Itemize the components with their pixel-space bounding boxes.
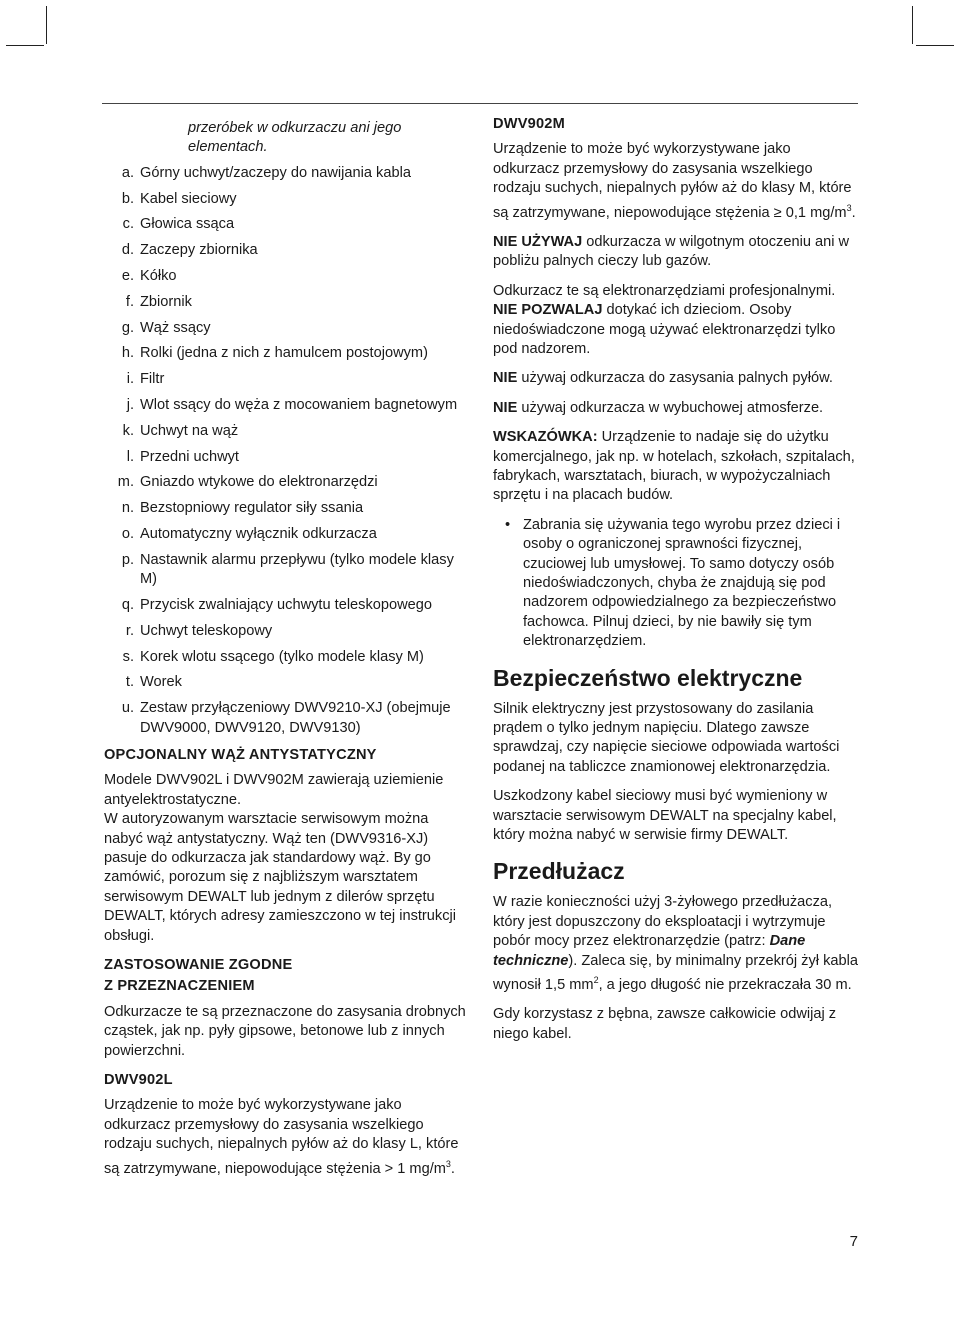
electrical-safety-heading: Bezpieczeństwo elektryczne [493,664,803,691]
list-item-text: Górny uchwyt/zaczepy do nawijania kabla [140,164,411,181]
intro-text: przeróbek w odkurzaczu ani jego elementach. [188,120,402,156]
list-item [104,422,469,441]
list-item-text: Zbiornik [140,293,192,310]
list-item-text: Nastawnik alarmu przepływu (tylko modele klasy M) [140,551,454,588]
crop-mark [912,6,913,44]
header-rule [102,103,858,104]
list-item-text: Bezstopniowy regulator siły ssania [140,500,364,517]
list-item-text: Filtr [140,371,165,388]
list-item-key: e. [121,268,134,284]
optional-hose-heading: OPCJONALNY WĄŻ ANTYSTATYCZNY [104,746,377,763]
list-item-text: Zaczepy zbiornika [140,242,258,259]
bullet-text: Zabrania się używania tego wyrobu przez dzieci i osoby o ograniczonej sprawności fizycznej, czuciowej lub umysłowej. To samo dotyczy osób niedoświadczonych, chyba że znajdują się pod nadzorem odpowiedzialnego za bezpieczeństwo fachowca. Pilnuj dzieci, by nie bawiły się tym elektronarzędziem. [523,516,841,650]
list-item [104,551,469,590]
dwv902m-heading: DWV902M [493,116,565,132]
list-item-key: d. [121,242,134,259]
list-item-text: Wąż ssący [140,319,211,336]
list-item-key: t. [125,674,134,691]
list-item-text: Kółko [140,268,177,284]
list-item-text: Zestaw przyłączeniowy DWV9210-XJ (obejmuje DWV9000, DWV9120, DWV9130) [140,700,451,736]
crop-mark [6,45,44,46]
list-item [104,622,469,641]
list-item-key: j. [126,396,134,413]
list-item [104,293,469,312]
list-item-text: Gniazdo wtykowe do elektronarzędzi [140,474,378,491]
list-item [104,673,469,692]
list-item [104,241,469,260]
parts-list [104,164,469,738]
list-item-text: Kabel sieciowy [140,190,237,207]
list-item-key: n. [121,500,134,517]
list-item-key: b. [121,190,134,207]
bullet-item [505,516,858,652]
list-item-text: Worek [140,674,182,691]
list-item [104,473,469,492]
intended-use-heading: ZASTOSOWANIE ZGODNE [104,957,293,974]
list-item-key: s. [122,648,134,665]
warning-humid: NIE UŻYWAJ odkurzacza w wilgotnym otoczeniu ani w pobliżu palnych cieczy lub gazów. [493,233,850,270]
list-item [104,319,469,338]
dwv902l-heading: DWV902L [104,1072,173,1089]
optional-hose-text: Modele DWV902L i DWV902M zawierają uziemienie antyelektrostatyczne. [104,772,444,808]
list-item-key: l. [126,448,134,465]
list-item-key: a. [121,164,134,181]
list-item-text: Przycisk zwalniający uchwytu teleskopowego [140,596,433,613]
list-item [104,190,469,209]
list-item-key: o. [121,525,134,542]
warning-children: Odkurzacz te są elektronarzędziami profesjonalnymi. NIE POZWALAJ dotykać ich dzieciom. Osoby niedoświadczone mogą używać elektronarzędzi tylko pod nadzorem. [493,282,836,357]
list-item [104,370,469,389]
list-item-text: Uchwyt na wąż [140,422,239,439]
crop-mark [46,6,47,44]
list-item [104,648,469,667]
hint-text: WSKAZÓWKA: Urządzenie to nadaje się do użytku komercjalnego, jak np. w hotelach, szkołach, szpitalach, fabrykach, warsztatach, biurach, w wypożyczalniach sprzętu i na placach budów. [493,429,855,504]
list-item-text: Uchwyt teleskopowy [140,622,273,639]
list-item-text: Wlot ssący do węża z mocowaniem bagnetowym [140,396,458,413]
electrical-safety-text: Silnik elektryczny jest przystosowany do zasilania prądem o tylko jednym napięciu. Dlatego zawsze sprawdzaj, czy napięcie sieciowe odpowiada wartości podanej na tabliczce znamionowej elektronarzędzia. [493,700,840,775]
list-item-key: g. [121,319,134,336]
list-item [104,267,469,286]
list-item-key: f. [125,293,134,310]
list-item-key: p. [121,551,134,568]
dwv902m-text: Urządzenie to może być wykorzystywane jako odkurzacz przemysłowy do zasysania wszelkiego rodzaju suchych, niepalnych pyłów aż do klasy M, które są zatrzymywane, niepowodujące stężenia ≥ 0,1 $mg/m^3$. [493,141,856,221]
list-item [104,215,469,234]
dwv902l-text: Urządzenie to może być wykorzystywane jako odkurzacz przemysłowy do zasysania wszelkiego rodzaju suchych, niepalnych pyłów aż do klasy L, które są zatrzymywane, niepowodujące stężenia > 1 $mg/m^3$. [104,1097,459,1177]
intended-use-text: Odkurzacze te są przeznaczone do zasysania drobnych cząstek, jak np. pyły gipsowe, betonowe lub z innych powierzchni. [104,1003,466,1059]
list-item [104,525,469,544]
list-item-key: u. [121,700,134,717]
page-number: 7 [849,1233,858,1250]
list-item-key: m. [117,474,134,491]
list-item [104,699,469,738]
list-item-key: c. [122,216,134,233]
electrical-safety-text: Uszkodzony kabel sieciowy musi być wymieniony w warsztacie serwisowym DEWALT na specjalny kabel, który można nabyć w serwisie firmy DEWALT. [493,788,837,844]
list-item-text: Rolki (jedna z nich z hamulcem postojowym) [140,345,428,362]
intended-use-heading: Z PRZEZNACZENIEM [104,978,255,995]
extension-cord-heading: Przedłużacz [493,858,625,885]
list-item-key: q. [121,596,134,613]
list-item-key: r. [125,622,134,639]
list-item-text: Korek wlotu ssącego (tylko modele klasy M) [140,648,424,665]
optional-hose-text: W autoryzowanym warsztacie serwisowym można nabyć wąż antystatyczny. Wąż ten (DWV9316-XJ) pasuje do odkurzacza jak standardowy wąż. By go zamówić, porozum się z najbliższym warsztatem serwisowym DEWALT lub jednym z dilerów sprzętu DEWALT, których adresy zamieszczono w tej instrukcji obsługi. [104,811,456,944]
list-item [104,499,469,518]
list-item-key: h. [121,345,134,362]
list-item-text: Automatyczny wyłącznik odkurzacza [140,525,377,542]
list-item-key: i. [126,371,134,388]
list-item [104,344,469,363]
right-column [493,113,858,1054]
warning-flammable: NIE używaj odkurzacza do zasysania palnych pyłów. [493,370,833,387]
list-item [104,596,469,615]
list-item [104,164,469,183]
list-item [104,396,469,415]
list-item-key: k. [122,422,134,439]
list-item-text: Przedni uchwyt [140,448,239,465]
warning-explosive: NIE używaj odkurzacza w wybuchowej atmosferze. [493,399,824,416]
extension-cord-text: W razie konieczności użyj 3-żyłowego przedłużacza, który jest dopuszczony do eksploatacji i wytrzymuje pobór mocy przez elektronarzędzie (patrz: Dane techniczne). Zaleca się, by minimalny przekrój żył kabla wynosił 1,5 $mm^2$, a jego długość nie przekraczała 30 m. [493,894,858,993]
list-item [104,448,469,467]
left-column [104,113,469,1189]
extension-cord-text: Gdy korzystasz z bębna, zawsze całkowicie odwijaj z niego kabel. [493,1006,837,1042]
bullet-dot: • [505,516,511,533]
crop-mark [916,45,954,46]
list-item-text: Głowica ssąca [140,216,235,233]
